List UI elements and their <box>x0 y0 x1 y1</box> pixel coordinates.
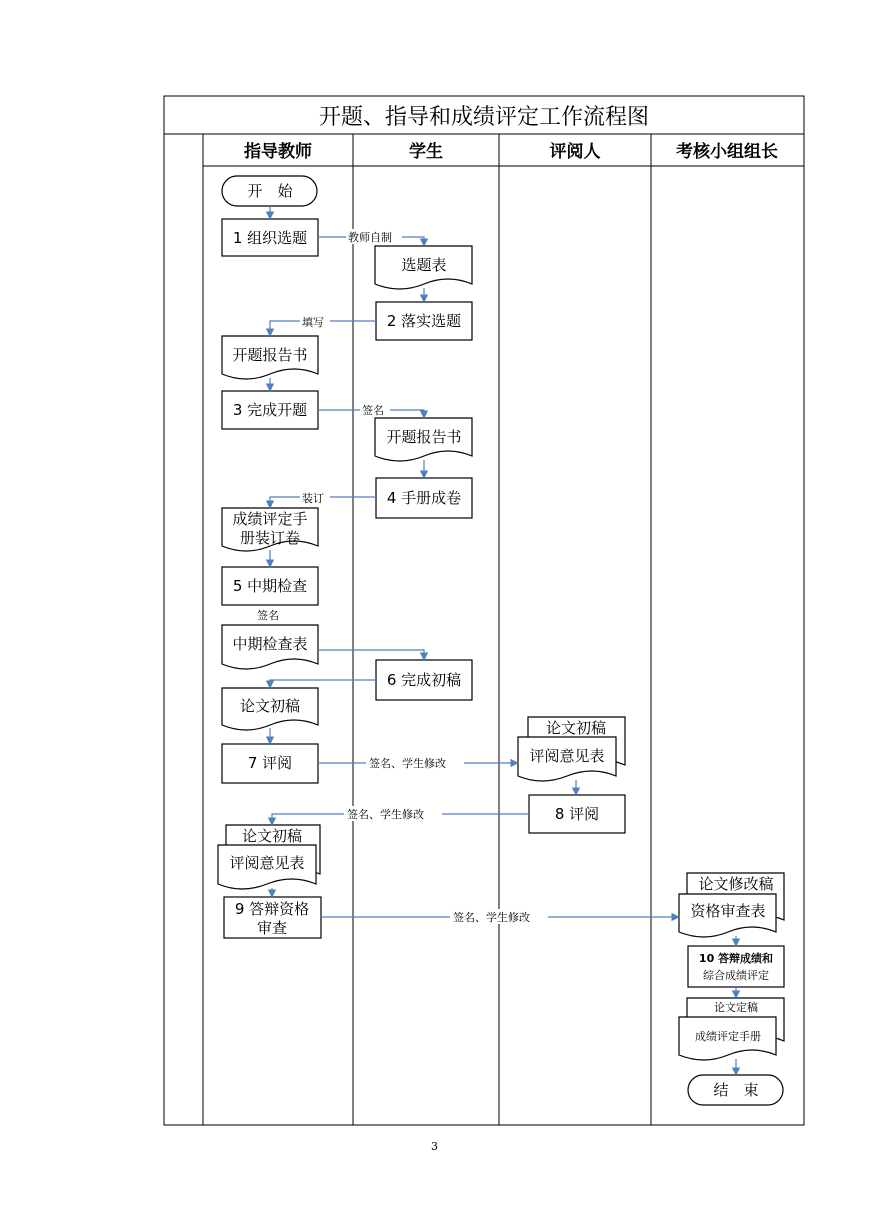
doc-final-back-label: 论文定稿 <box>714 1001 758 1014</box>
doc-kaiti-student-label: 开题报告书 <box>386 428 462 446</box>
edge-label-5: 签名 <box>257 609 279 622</box>
doc-leader-back-label: 论文修改稿 <box>698 875 774 893</box>
doc-teacher-back-label: 论文初稿 <box>241 827 303 845</box>
connector-step6-draft <box>270 680 376 688</box>
doc-reviewer-back-label: 论文初稿 <box>545 719 607 737</box>
page-number: 3 <box>431 1140 438 1153</box>
diagram-title: 开题、指导和成绩评定工作流程图 <box>318 104 650 129</box>
step-7-label: 7 评阅 <box>247 754 293 772</box>
doc-teacher-front-label: 评阅意见表 <box>229 854 305 872</box>
edge-label-9: 签名、学生修改 <box>453 911 530 924</box>
step-3-label: 3 完成开题 <box>232 401 308 419</box>
step-5-label: 5 中期检查 <box>232 577 308 595</box>
edge-label-7: 签名、学生修改 <box>369 757 446 770</box>
edge-label-3: 签名 <box>362 404 384 417</box>
column-header-teacher: 指导教师 <box>244 142 312 162</box>
edge-label-8: 签名、学生修改 <box>347 808 424 821</box>
column-header-reviewer: 评阅人 <box>549 142 601 162</box>
doc-draft-label: 论文初稿 <box>239 697 301 715</box>
step-10-label-line1: 10 答辩成绩和 <box>698 952 774 965</box>
doc-midterm-label: 中期检查表 <box>232 635 308 653</box>
step-10-label-line2: 综合成绩评定 <box>703 969 769 982</box>
edge-label-4: 装订 <box>302 492 324 505</box>
step-8-label: 8 评阅 <box>554 805 600 823</box>
doc-handbook-label-line2: 册装订卷 <box>239 529 301 547</box>
doc-final-front-label: 成绩评定手册 <box>695 1030 761 1043</box>
doc-handbook-label-line1: 成绩评定手 <box>232 510 308 528</box>
doc-kaiti-teacher-label: 开题报告书 <box>232 346 308 364</box>
step-2-label: 2 落实选题 <box>386 312 462 330</box>
column-header-group-leader: 考核小组组长 <box>676 142 778 162</box>
end-label: 结 束 <box>713 1081 759 1099</box>
edge-label-1: 教师自制 <box>348 231 392 244</box>
start-label: 开 始 <box>247 182 293 200</box>
step-4-label: 4 手册成卷 <box>386 489 462 507</box>
column-header-student: 学生 <box>409 142 443 162</box>
step-1-label: 1 组织选题 <box>232 229 308 247</box>
step-9-label-line1: 9 答辩资格 <box>234 900 310 918</box>
doc-reviewer-front-label: 评阅意见表 <box>529 747 605 765</box>
connector-midterm-step6 <box>318 650 424 660</box>
step-9-label-line2: 审查 <box>256 919 288 937</box>
edge-label-2: 填写 <box>302 316 324 329</box>
doc-leader-front-label: 资格审查表 <box>690 902 766 920</box>
doc-xuanti-label: 选题表 <box>401 256 447 274</box>
step-6-label: 6 完成初稿 <box>386 671 462 689</box>
